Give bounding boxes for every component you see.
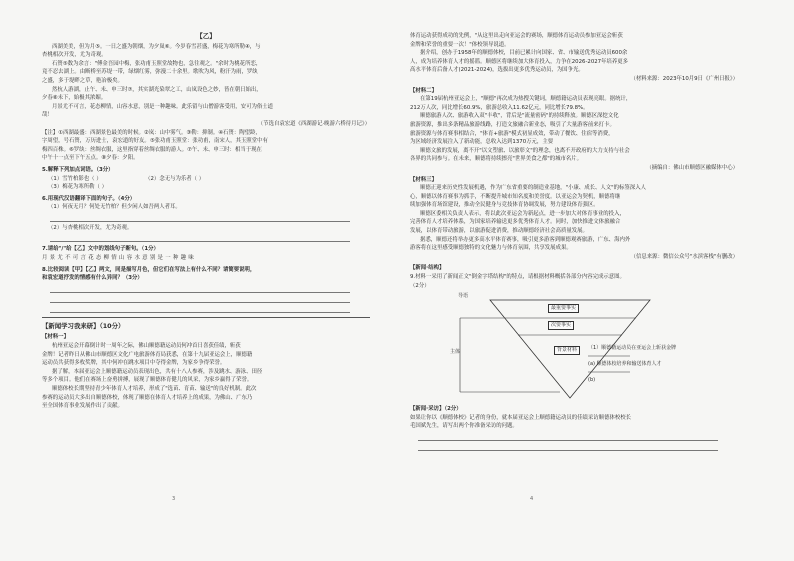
text-line: （2分） [410, 282, 430, 289]
text-line: 运动员共获得多枚奖牌，其中何冲在跳水项目中夺得金牌，为家乡争得荣誉。 [42, 360, 226, 367]
passage-text [42, 43, 370, 120]
text-line: 至全国体育事业发展作出了贡献。 [42, 403, 123, 410]
text-line: 顺德文旅的发展，离不开"以文塑旅、以旅彰文"的理念，也离不开政府的大力支持与社会 [420, 147, 630, 154]
question-5-items [42, 175, 370, 184]
text-line: 参赛的运动员大多出自顺德体校，体现了顺德在体育人才培养上的成果，为佛山、广东乃 [42, 394, 253, 401]
q6-item-2: （2）与杏桃相次开发，尤为奇观。 [48, 224, 133, 231]
material-1-text [42, 342, 370, 411]
text-line: 夕春⑧未下，始极其浓媚。 [42, 95, 107, 102]
text-line: 完善体育人才培养体系，为国家培养输送更多优秀体育人才。同时，加快推进文体旅融合 [410, 219, 621, 226]
text-line: 旅游资源与体育赛事相结合，"体育+旅游"模式初显成效，带动了餐饮、住宿等消费， [410, 130, 614, 137]
right-page [410, 32, 738, 522]
text-line: 旅游资源，推出多条精品旅游线路，打造文旅融合新业态，吸引了大量游客前来打卡。 [410, 121, 615, 128]
text-line: 之盛，多于堤畔之草，艳冶极矣。 [42, 77, 123, 84]
text-line: 哉！ [42, 112, 53, 119]
text-line: 石篑⑤数为余言："傅金吾园中梅，张功甫玉照堂故物也，急往观之。"余时为桃花所恋， [52, 60, 262, 67]
diagram-box-1: 最重要事实 [548, 304, 579, 313]
text-line: 竟不忍去湖上。由断桥至苏堤一带，绿烟红雾，弥漫二十余里。歌吹为风，粉汗为雨，罗纨 [42, 69, 258, 76]
text-line: 为区域经济发展注入了新动能，总收入达到1370万元，主要 [410, 139, 554, 146]
text-line: 发展，以体育带动旅游，以旅游促进消费，推动顺德经济社会高质量发展。 [410, 228, 588, 235]
text-line: 人，成为培养体育人才的摇篮。顺德区将继续加大体育投入，力争在2026-2027年培养更多 [410, 58, 629, 65]
passage-source: （节选自袁宏道《西湖游记·晚游六桥待月记》） [257, 120, 370, 127]
text-line: 据介绍，创办于1958年的顺德体校，目前已累计向国家、省、市输送优秀运动员600余 [420, 50, 628, 57]
answer-line[interactable] [50, 295, 350, 303]
text-line: 【注】①西湖最盛：西湖景色最美的时候。②岚：山中雾气。③勒：抑制。④石篑：陶望龄， [42, 129, 261, 136]
material-2-text [410, 95, 738, 164]
text-line: 续加强体育场馆建设，推动全民健身与竞技体育协调发展，努力建设体育强区。 [410, 202, 599, 209]
page-number-right: 4 [530, 496, 534, 503]
news-section-title: 【新闻学习我来研】（10分） [42, 321, 125, 330]
text-line: 体育运动获得成功的先例，"从这里出走向亚运会的赛场，顺德体育运动员参加亚运会斩获 [410, 33, 623, 39]
answer-line[interactable] [50, 285, 350, 293]
text-line: 和袁宏道抒发的情感有什么异同？（3分） [42, 275, 143, 282]
answer-line[interactable] [418, 443, 718, 451]
diagram-note-side: （1）顺德籍运动员在亚运会上斩获金牌 [588, 345, 677, 352]
text-line: 在第19届杭州亚运会上，"顺德"再次成为热搜关键词，顺德籍运动员表现亮眼。据统计， [420, 96, 632, 103]
text-line: 然杭人游湖，止午、未、申三时⑦，其实湖光染翠之工，山岚设色之妙，皆在朝日始出， [52, 86, 262, 93]
text-line: 月景尤不可言，花态柳情，山容水意，别是一种趣味。此乐留与山僧游客受用，安可为俗士道 [52, 103, 274, 110]
q5-item-1: （1）雪竹柏影也（ ） [48, 175, 102, 182]
text-line: 杏桃相次开发，尤为奇观。 [42, 52, 107, 59]
text-line: 据悉，顺德还将举办更多高水平体育赛事，吸引更多游客到顺德观赛旅游，广东、海内外 [420, 236, 631, 243]
text-line: 毛国斌先生，请写出两个你准备采访的问题。 [410, 423, 518, 430]
text-line: 顺德正迎来历史性发展机遇，作为广东省重要的制造业基地，"小康、成长、人文"的标签深入人 [420, 185, 646, 192]
text-line: 心，顺德以体育赛事为抓手，不断提升城市知名度和美誉度。以亚运会为契机，顺德将继 [410, 193, 621, 200]
material-2-source: （摘编自：佛山市顺德区融媒体中心） [646, 164, 738, 171]
text-line: 中午十一点至下午五点。⑧夕春：夕阳。 [42, 155, 139, 162]
diagram-note-a: (a) 顺德体校培养和输送体育人才 [588, 361, 662, 368]
left-page [42, 32, 370, 522]
material-1-heading: 【材料一】 [42, 334, 69, 341]
diagram-note-b: (b) [588, 377, 596, 384]
material-2-heading: 【材料二】 [410, 87, 437, 94]
passage-heading: 【乙】 [196, 32, 216, 40]
diagram-box-2: 次要事实 [548, 321, 574, 330]
text-line: 金牌和荣誉的重要一次！"体校领导说道。 [410, 41, 510, 48]
text-line: 西湖美美，但为月⑤。一日之盛为朝烟，为夕岚⑥。今岁春雪甚盛，梅花为寒所勒④，与 [52, 43, 261, 50]
diagram-lead-label: 导语 [458, 293, 469, 300]
q7-sentence: 月 景 尤 不 可 言 花 态 柳 情 山 容 水 意 别 是 一 种 趣 味 [42, 255, 195, 262]
text-line: 各界的共同参与。在未来，顺德将持续擦亮"世界美食之都"的城市名片。 [410, 156, 583, 163]
text-line: 等多个项目。他们在赛场上奋勇拼搏，展现了顺德体育健儿的风采，为家乡赢得了荣誉。 [42, 377, 253, 384]
diagram-box-3: 背景材料 [554, 346, 580, 355]
text-line: 212万人次，同比增长60.9%，旅游总收入11.62亿元，同比增长79.8%。 [410, 104, 589, 111]
text-line: 金牌！记者昨日从佛山市顺德区文化广电旅游体育局获悉，在第十九届亚运会上，顺德籍 [42, 351, 253, 358]
text-line: 梅四百株。⑥罗纨：丝绸衣服，这里指穿着丝绸衣服的游人。⑦午、未、申三时：相当于现在 [42, 146, 262, 153]
material-3-heading: 【材料三】 [410, 176, 437, 183]
section-divider [42, 317, 370, 318]
text-line: 9.材料一采用了新闻正文"倒金字塔结构"的特点，请根据材料概括各部分内容完成示意图。 [410, 274, 625, 281]
material-3-text [410, 184, 738, 253]
text-line: 高水平体育后备人才(2021-2024)，选拔出更多优秀运动员，为国争光。 [410, 67, 584, 74]
question-8 [42, 266, 370, 283]
question-5: 5.解释下列加点词语。（3分） [42, 166, 114, 173]
question-10 [410, 414, 738, 431]
text-line: 顺德旅游人次、旅游收入双"丰收"，背后是"流量密码"的持续释放。顺德区深挖文化 [420, 113, 619, 120]
material-1-source: （材料来源：2023年10月9日《广州日报》） [630, 75, 738, 82]
question-9 [410, 273, 738, 290]
material-1-continued [410, 32, 738, 75]
text-line: 据了解，本届亚运会上顺德籍运动员表现出色，共有十八人参赛，涉及跳水、游泳、田径 [52, 368, 263, 375]
material-3-source: （信息来源：微信公众号"水滨客栈"有删改） [630, 253, 738, 260]
answer-line[interactable] [50, 214, 350, 222]
text-line: 字周望，号石篑，万历进士，袁宏道的好友。⑤张功甫玉照堂：张功甫，南宋人，其玉照堂中有 [42, 138, 268, 145]
q6-item-1: （1）何夜无月？何处无竹柏？但少闲人如吾两人者耳。 [48, 204, 181, 211]
task-interview-heading: 【新闻·采访】（2分） [410, 406, 462, 413]
inverted-pyramid-diagram [430, 292, 730, 402]
answer-line[interactable] [50, 305, 350, 313]
page-number-left: 3 [172, 496, 176, 503]
question-6: 6.用现代汉语翻译下面的句子。（4分） [42, 195, 136, 202]
text-line: 杭州亚运会开幕倒计时一周年之际，佛山顺德籍运动员何冲首日喜获佳绩，斩获 [52, 343, 241, 350]
q5-item-3: （3）梅花为寒所勒（ ） [48, 184, 108, 191]
text-line: 顺德体校长期坚持青少年体育人才培养，形成了"选苗、育苗、输送"的良好机制。此次 [52, 386, 257, 392]
answer-line[interactable] [50, 234, 350, 242]
answer-line[interactable] [418, 433, 718, 441]
text-line: 游客将在这里感受顺德独特的文化魅力与体育氛围，共享发展成果。 [410, 245, 572, 252]
task-structure-heading: 【新闻·结构】 [410, 265, 445, 272]
passage-notes [42, 129, 370, 163]
question-7: 7.请给"/"给【乙】文中的划线句子断句。（1分） [42, 246, 159, 253]
q5-item-2: （2）念无与为乐者（ ） [145, 175, 205, 182]
text-line: 8.比较阅读【甲】【乙】两文，同是描写月色，但它们在写法上有什么不同？请简要说明， [42, 266, 256, 273]
text-line: 如果让你以《顺德体校》记者的身份，就本届亚运会上顺德籍运动员的佳绩采访顺德体校校长 [410, 414, 632, 421]
diagram-body-label: 主体 [450, 349, 461, 356]
text-line: 顺德区委相关负责人表示，将以此次亚运会为新起点，进一步加大对体育事业的投入， [420, 210, 625, 217]
